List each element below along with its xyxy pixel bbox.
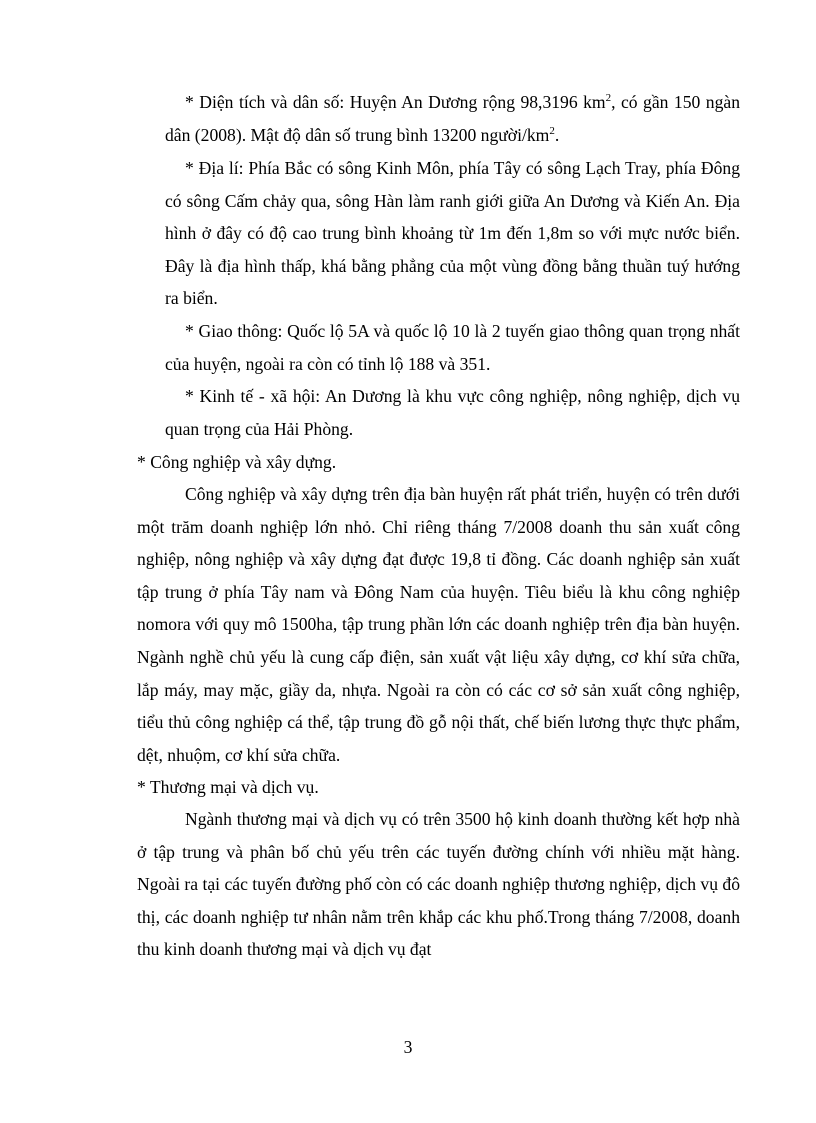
area-text-a: * Diện tích và dân số: Huyện An Dương rộng 98,3196 km xyxy=(185,92,606,112)
industry-paragraph: Công nghiệp và xây dựng trên địa bàn huyện rất phát triển, huyện có trên dưới một trăm doanh nghiệp lớn nhỏ. Chỉ riêng tháng 7/2008 doanh thu sản xuất công nghiệp, nông nghiệp và xây dựng đạt được 19,8 tỉ đồng. Các doanh nghiệp sản xuất tập trung ở phía Tây nam và Đông Nam của huyện. Tiêu biểu là khu công nghiệp nomora với quy mô 1500ha, tập trung phần lớn các doanh nghiệp trên địa bàn huyện. Ngành nghề chủ yếu là cung cấp điện, sản xuất vật liệu xây dựng, cơ khí sửa chữa, lắp máy, may mặc, giầy da, nhựa. Ngoài ra còn có các cơ sở sản xuất công nghiệp, tiểu thủ công nghiệp cá thể, tập trung đồ gỗ nội thất, chế biến lương thực thực phẩm, dệt, nhuộm, cơ khí sửa chữa. xyxy=(137,484,740,765)
density-superscript-km2: 2 xyxy=(549,124,555,137)
trade-heading: * Thương mại và dịch vụ. xyxy=(137,777,319,797)
economy-bullet: * Kinh tế - xã hội: An Dương là khu vực công nghiệp, nông nghiệp, dịch vụ quan trọng của Hải Phòng. xyxy=(165,386,740,439)
transport-bullet: * Giao thông: Quốc lộ 5A và quốc lộ 10 là 2 tuyến giao thông quan trọng nhất của huyện, ngoài ra còn có tỉnh lộ 188 và 351. xyxy=(165,321,740,374)
industry-heading: * Công nghiệp và xây dựng. xyxy=(137,452,337,472)
page-number: 3 xyxy=(403,1037,413,1057)
area-population-bullet xyxy=(165,86,740,151)
geography-bullet: * Địa lí: Phía Bắc có sông Kinh Môn, phía Tây có sông Lạch Tray, phía Đông có sông Cấm chảy qua, sông Hàn làm ranh giới giữa An Dương và Kiến An. Địa hình ở đây có độ cao trung bình khoảng từ 1m đến 1,8m so với mực nước biển. Đây là địa hình thấp, khá bằng phẳng của một vùng đồng bằng thuần tuý hướng ra biển. xyxy=(165,158,740,309)
area-text-b: , có gần 150 ngàn dân (2008). Mật độ dân số trung bình 13200 người/km xyxy=(165,92,740,145)
area-text-c: . xyxy=(554,124,560,145)
trade-paragraph: Ngành thương mại và dịch vụ có trên 3500 hộ kinh doanh thường kết hợp nhà ở tập trung và phân bố chủ yếu trên các tuyến đường chính với nhiều mặt hàng. Ngoài ra tại các tuyến đường phố còn có các doanh nghiệp thương nghiệp, dịch vụ đô thị, các doanh nghiệp tư nhân nằm trên khắp các khu phố.Trong tháng 7/2008, doanh thu kinh doanh thương mại và dịch vụ đạt xyxy=(137,809,740,960)
area-superscript-km2: 2 xyxy=(605,92,612,104)
